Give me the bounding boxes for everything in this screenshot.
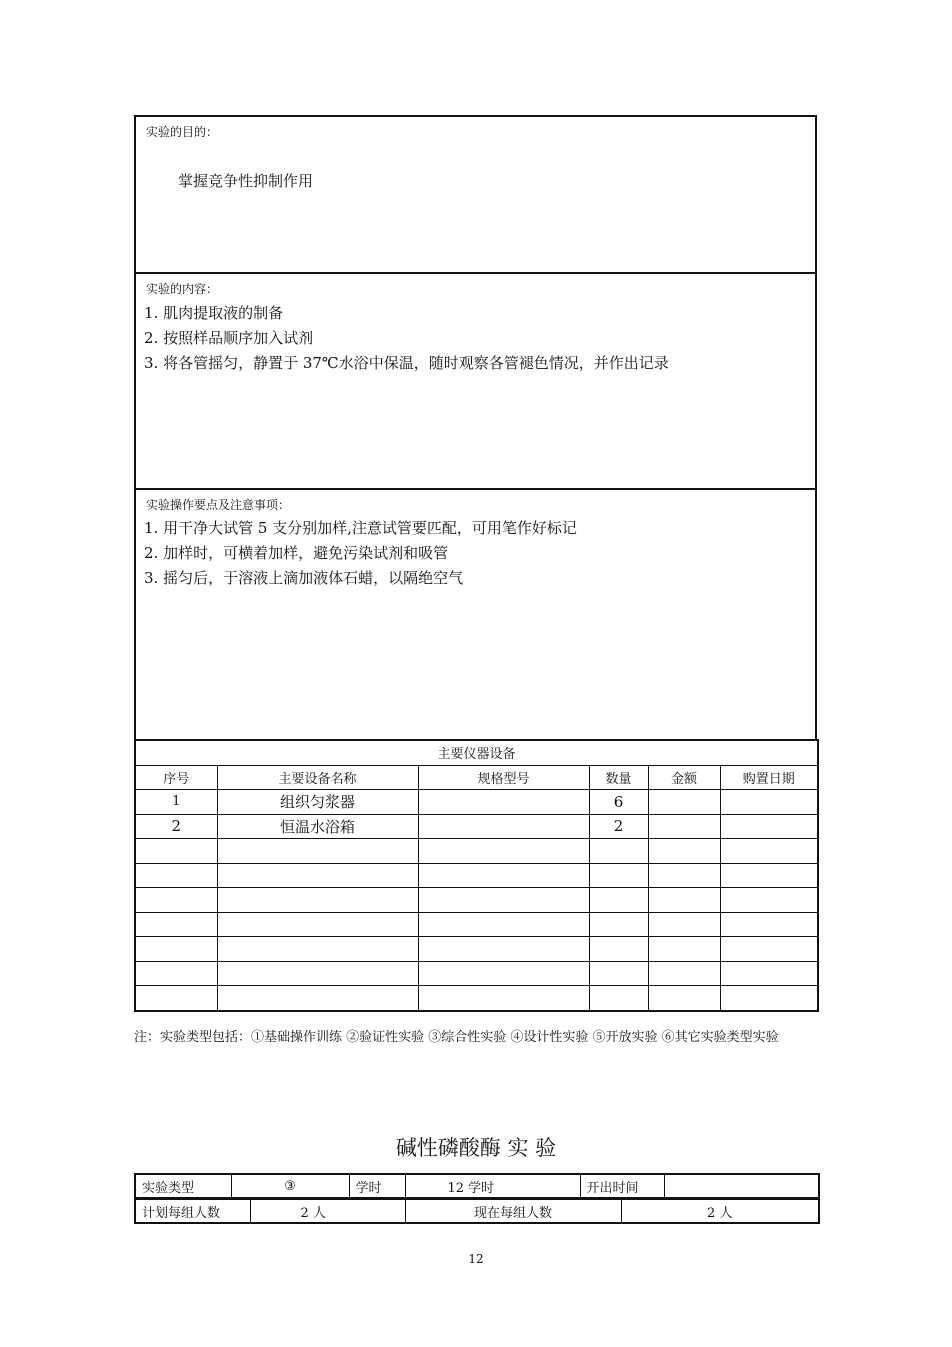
planned-label: 计划每组人数 bbox=[135, 1199, 250, 1223]
list-item: 1. 用干净大试管 5 支分别加样,注意试管要匹配，可用笔作好标记 bbox=[144, 519, 577, 537]
planned-value: 2 人 bbox=[250, 1199, 405, 1223]
hours-value: 12 学时 bbox=[405, 1174, 580, 1198]
footnote: 注：实验类型包括：①基础操作训练 ②验证性实验 ③综合性实验 ④设计性实验 ⑤开放实验 ⑥其它实验类型实验 bbox=[134, 1030, 779, 1045]
equipment-table bbox=[134, 739, 819, 1012]
hours-label: 学时 bbox=[349, 1174, 405, 1198]
current-value: 2 人 bbox=[621, 1199, 819, 1223]
list-item: 2. 按照样品顺序加入试剂 bbox=[144, 329, 314, 347]
notes-label: 实验操作要点及注意事项： bbox=[146, 498, 291, 512]
table-cell: 6 bbox=[589, 790, 648, 815]
header-cell: 序号 bbox=[135, 765, 217, 790]
experiment-title: 碱性磷酸酶 实 验 bbox=[395, 1136, 557, 1160]
list-item: 2. 加样时，可横着加样，避免污染试剂和吸管 bbox=[144, 544, 449, 562]
content-label: 实验的内容： bbox=[146, 282, 219, 296]
table-row bbox=[135, 937, 818, 962]
experiment-info-row-2 bbox=[134, 1198, 820, 1224]
experiment-info-row-1 bbox=[134, 1173, 820, 1199]
table-cell bbox=[418, 790, 589, 815]
header-cell: 主要设备名称 bbox=[217, 765, 418, 790]
table-cell bbox=[720, 814, 818, 839]
type-label: 实验类型 bbox=[135, 1174, 231, 1198]
list-item: 3. 将各管摇匀，静置于 37℃水浴中保温，随时观察各管褪色情况，并作出记录 bbox=[144, 354, 669, 372]
content-section bbox=[134, 272, 817, 490]
table-cell bbox=[418, 814, 589, 839]
table-cell: 1 bbox=[135, 790, 217, 815]
equipment-header-row bbox=[135, 765, 818, 790]
table-row bbox=[135, 888, 818, 913]
equipment-title: 主要仪器设备 bbox=[135, 740, 818, 765]
table-cell: 组织匀浆器 bbox=[217, 790, 418, 815]
table-cell bbox=[648, 790, 720, 815]
table-row bbox=[135, 863, 818, 888]
table-row bbox=[135, 839, 818, 864]
table-cell: 2 bbox=[589, 814, 648, 839]
purpose-text: 掌握竞争性抑制作用 bbox=[178, 172, 314, 190]
purpose-label: 实验的目的： bbox=[146, 125, 219, 139]
list-item: 1. 肌肉提取液的制备 bbox=[144, 304, 284, 322]
purpose-section bbox=[134, 115, 817, 274]
table-row bbox=[135, 986, 818, 1011]
table-row bbox=[135, 814, 818, 839]
notes-list bbox=[144, 516, 577, 591]
header-cell: 购置日期 bbox=[720, 765, 818, 790]
table-cell: 恒温水浴箱 bbox=[217, 814, 418, 839]
table-row bbox=[135, 790, 818, 815]
table-cell: 2 bbox=[135, 814, 217, 839]
notes-section bbox=[134, 488, 817, 741]
type-value: ③ bbox=[231, 1174, 349, 1198]
table-row bbox=[135, 961, 818, 986]
header-cell: 规格型号 bbox=[418, 765, 589, 790]
header-cell: 数量 bbox=[589, 765, 648, 790]
table-cell bbox=[720, 790, 818, 815]
current-label: 现在每组人数 bbox=[405, 1199, 621, 1223]
header-cell: 金额 bbox=[648, 765, 720, 790]
list-item: 3. 摇匀后，于溶液上滴加液体石蜡，以隔绝空气 bbox=[144, 569, 464, 587]
time-label: 开出时间 bbox=[580, 1174, 664, 1198]
equipment-title-row bbox=[135, 740, 818, 765]
content-list bbox=[144, 301, 669, 376]
page-number: 12 bbox=[468, 1252, 484, 1266]
time-value bbox=[664, 1174, 819, 1198]
table-row bbox=[135, 912, 818, 937]
table-cell bbox=[648, 814, 720, 839]
